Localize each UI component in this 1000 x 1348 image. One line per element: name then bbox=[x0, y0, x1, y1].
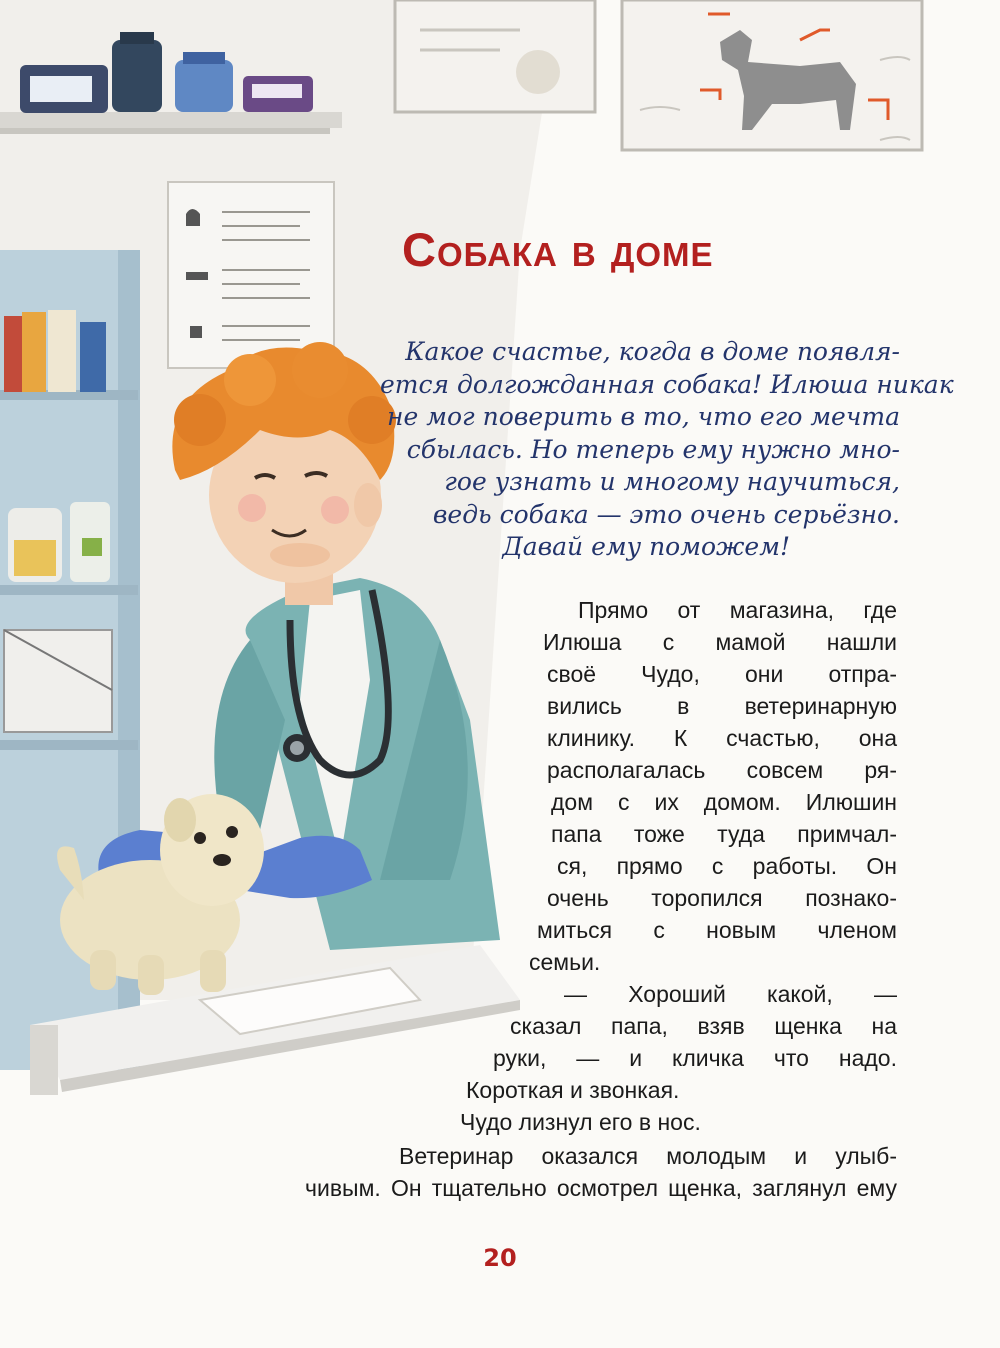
body-line: сказал папа, взяв щенка на bbox=[510, 1013, 897, 1039]
body-line: Прямо от магазина, где bbox=[578, 597, 897, 623]
body-line: дом с их домом. Илюшин bbox=[551, 789, 897, 815]
body-line: Чудо лизнул его в нос. bbox=[460, 1109, 701, 1135]
body-line: Илюша с мамой нашли bbox=[543, 629, 897, 655]
intro-paragraph bbox=[380, 336, 954, 564]
intro-line: Давай ему поможем! bbox=[502, 532, 790, 561]
body-line: вились в ветеринарную bbox=[547, 693, 897, 719]
body-line: папа тоже туда примчал- bbox=[551, 821, 897, 847]
body-line: руки, — и кличка что надо. bbox=[493, 1045, 897, 1071]
page-title: Собака в доме bbox=[402, 223, 714, 276]
intro-line: гое узнать и многому научиться, bbox=[444, 467, 900, 496]
body-line: миться с новым членом bbox=[537, 917, 897, 943]
body-line: ся, прямо с работы. Он bbox=[557, 853, 897, 879]
intro-line: не мог поверить в то, что его мечта bbox=[387, 402, 900, 431]
body-line: Ветеринар оказался молодым и улыб- bbox=[399, 1143, 897, 1169]
body-line: очень торопился познако- bbox=[547, 885, 897, 911]
body-line: — Хороший какой, — bbox=[564, 981, 897, 1007]
body-line: своё Чудо, они отпра- bbox=[547, 661, 897, 687]
body-line: располагалась совсем ря- bbox=[547, 757, 897, 783]
intro-line: ется долгожданная собака! Илюша никак bbox=[380, 369, 954, 399]
page-number: 20 bbox=[483, 1244, 517, 1272]
intro-line: Какое счастье, когда в доме появля- bbox=[405, 337, 900, 366]
body-line: семьи. bbox=[529, 949, 601, 975]
intro-line: сбылась. Но теперь ему нужно мно- bbox=[406, 434, 900, 464]
intro-line: ведь собака — это очень серьёзно. bbox=[432, 499, 900, 529]
body-line: чивым. Он тщательно осмотрел щенка, заглянул ему bbox=[305, 1175, 897, 1201]
body-line: клинику. К счастью, она bbox=[547, 725, 897, 751]
body-line: Короткая и звонкая. bbox=[466, 1077, 680, 1103]
